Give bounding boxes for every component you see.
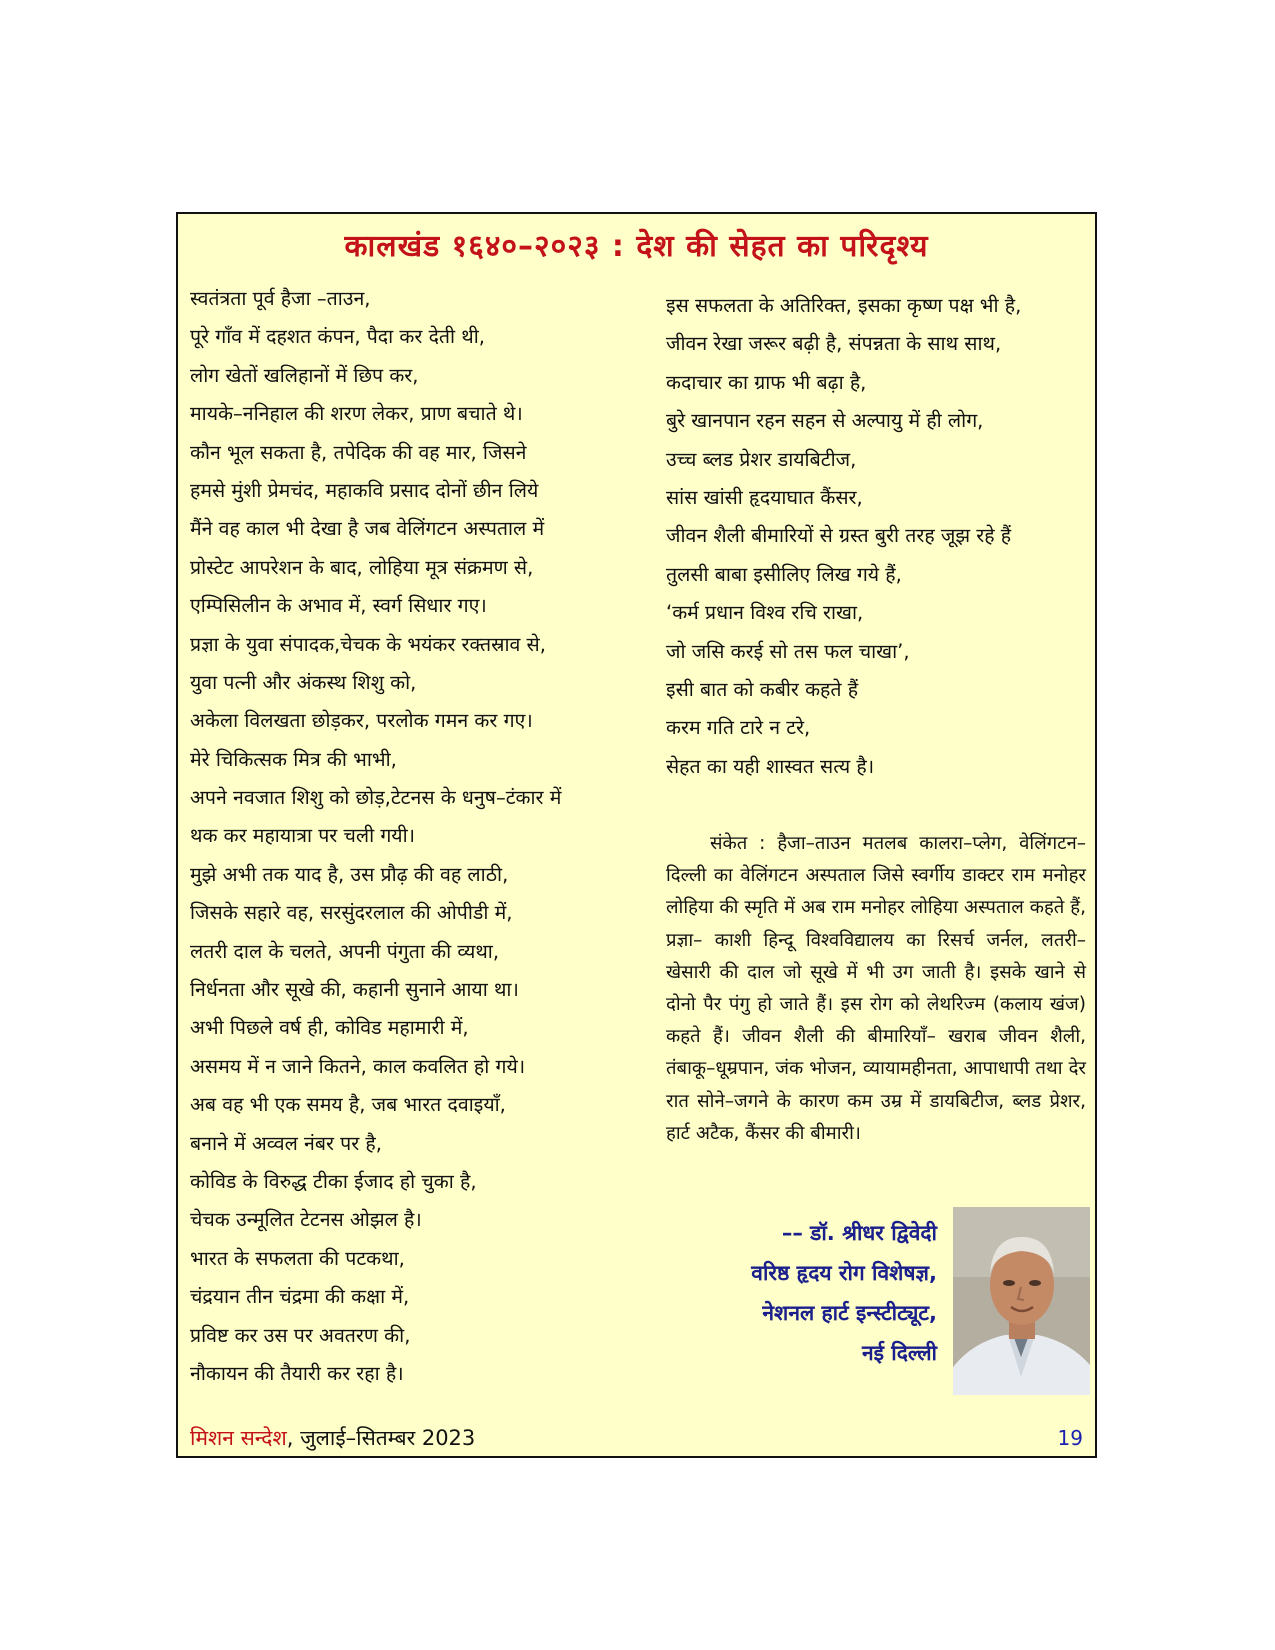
poem-line: मैंने वह काल भी देखा है जब वेलिंगटन अस्पताल में (190, 517, 545, 541)
poem-line: करम गति टारे न टरे, (666, 716, 811, 740)
poem-line: मेरे चिकित्सक मित्र की भाभी, (190, 747, 397, 771)
poem-left-column (190, 280, 650, 1393)
author-city: नई दिल्ली (861, 1341, 937, 1365)
poem-line: अभी पिछले वर्ष ही, कोविड महामारी में, (190, 1016, 469, 1040)
poem-line: चंद्रयान तीन चंद्रमा की कक्षा में, (190, 1285, 410, 1309)
poem-line: युवा पत्नी और अंकस्थ शिशु को, (190, 670, 417, 694)
footer-issue: , जुलाई–सितम्बर 2023 (286, 1426, 476, 1450)
author-portrait-icon (953, 1207, 1090, 1395)
poem-line: सेहत का यही शास्वत सत्य है। (666, 754, 875, 778)
poem-line: निर्धनता और सूखे की, कहानी सुनाने आया था। (190, 978, 519, 1002)
poem-line: कदाचार का ग्राफ भी बढ़ा है, (666, 370, 867, 394)
poem-line: उच्च ब्लड प्रेशर डायबिटीज, (666, 447, 857, 471)
footer-brand: मिशन सन्देश (190, 1426, 287, 1450)
poem-line: थक कर महायात्रा पर चली गयी। (190, 824, 416, 848)
poem-line: अपने नवजात शिशु को छोड़,टेटनस के धनुष–टंकार में (190, 786, 562, 810)
poem-line: अब वह भी एक समय है, जब भारत दवाइयाँ, (190, 1093, 506, 1117)
poem-line: कोविड के विरुद्ध टीका ईजाद हो चुका है, (190, 1169, 477, 1193)
author-photo (953, 1207, 1090, 1395)
poem-line: एम्पिसिलीन के अभाव में, स्वर्ग सिधार गए। (190, 594, 487, 618)
poem-line: चेचक उन्मूलित टेटनस ओझल है। (190, 1208, 422, 1232)
article-frame (176, 212, 1097, 1458)
poem-line: सांस खांसी हृदयाघात कैंसर, (666, 485, 863, 509)
poem-line: जीवन शैली बीमारियों से ग्रस्त बुरी तरह जूझ रहे हैं (666, 524, 1012, 548)
poem-line: जिसके सहारे वह, सरसुंदरलाल की ओपीडी में, (190, 901, 513, 925)
poem-line: अकेला विलखता छोड़कर, परलोक गमन कर गए। (190, 709, 533, 733)
poem-line: लतरी दाल के चलते, अपनी पंगुता की व्यथा, (190, 939, 500, 963)
poem-line: तुलसी बाबा इसीलिए लिख गये हैं, (666, 562, 902, 586)
author-institute: नेशनल हार्ट इन्स्टीट्यूट, (762, 1301, 937, 1325)
author-designation: वरिष्ठ हृदय रोग विशेषज्ञ, (751, 1261, 937, 1285)
poem-line: जीवन रेखा जरूर बढ़ी है, संपन्नता के साथ साथ, (666, 332, 1002, 356)
poem-line: बुरे खानपान रहन सहन से अल्पायु में ही लोग, (666, 409, 984, 433)
poem-line: जो जसि करई सो तस फल चाखा’, (666, 639, 910, 663)
poem-line: प्रोस्टेट आपरेशन के बाद, लोहिया मूत्र संक्रमण से, (190, 555, 534, 579)
author-signature (751, 1213, 937, 1373)
page-number: 19 (1057, 1426, 1083, 1450)
poem-line: नौकायन की तैयारी कर रहा है। (190, 1361, 404, 1385)
poem-line: असमय में न जाने कितने, काल कवलित हो गये। (190, 1054, 526, 1078)
article-title: कालखंड १६४०–२०२३ : देश की सेहत का परिदृश्य (344, 229, 929, 264)
note-paragraph (666, 828, 1086, 1150)
poem-line: इसी बात को कबीर कहते हैं (666, 677, 859, 701)
author-name: –– डॉ. श्रीधर द्विवेदी (781, 1221, 937, 1245)
poem-line: प्रज्ञा के युवा संपादक,चेचक के भयंकर रक्तस्राव से, (190, 632, 546, 656)
poem-line: भारत के सफलता की पटकथा, (190, 1246, 405, 1270)
poem-line: मायके–ननिहाल की शरण लेकर, प्राण बचाते थे। (190, 402, 523, 426)
poem-line: मुझे अभी तक याद है, उस प्रौढ़ की वह लाठी, (190, 862, 509, 886)
poem-line: कौन भूल सकता है, तपेदिक की वह मार, जिसने (190, 440, 527, 464)
poem-line: बनाने में अव्वल नंबर पर है, (190, 1131, 382, 1155)
poem-line: हमसे मुंशी प्रेमचंद, महाकवि प्रसाद दोनों छीन लिये (190, 478, 539, 502)
poem-line: प्रविष्ट कर उस पर अवतरण की, (190, 1323, 411, 1347)
poem-line: लोग खेतों खलिहानों में छिप कर, (190, 363, 419, 387)
poem-line: स्वतंत्रता पूर्व हैजा –ताउन, (190, 287, 371, 310)
poem-line: पूरे गाँव में दहशत कंपन, पैदा कर देती थी, (190, 325, 485, 349)
poem-right-column (666, 287, 1091, 786)
note-text: संकेत : हैजा–ताउन मतलब कालरा–प्लेग, वेलिंगटन– दिल्ली का वेलिंगटन अस्पताल जिसे स्वर्गीय डाक्टर राम मनोहर लोहिया की स्मृति में अब राम मनोहर लोहिया अस्पताल कहते हैं, प्रज्ञा– काशी हिन्दू विश्वविद्यालय का रिसर्च जर्नल, लतरी– खेसारी की दाल जो सूखे में भी उग जाती है। इसके खाने से दोनो पैर पंगु हो जाते हैं। इस रोग को लेथरिज्म (कलाय खंज) कहते हैं। जीवन शैली की बीमारियाँ– खराब जीवन शैली, तंबाकू–धूम्रपान, जंक भोजन, व्यायामहीनता, आपाधापी तथा देर रात सोने–जगने के कारण कम उम्र में डायबिटीज, ब्लड प्रेशर, हार्ट अटैक, कैंसर की बीमारी। (666, 833, 1086, 1144)
poem-line: ‘कर्म प्रधान विश्व रचि राखा, (666, 601, 864, 625)
poem-line: इस सफलता के अतिरिक्त, इसका कृष्ण पक्ष भी है, (666, 294, 1022, 317)
footer-publication (190, 1424, 475, 1452)
